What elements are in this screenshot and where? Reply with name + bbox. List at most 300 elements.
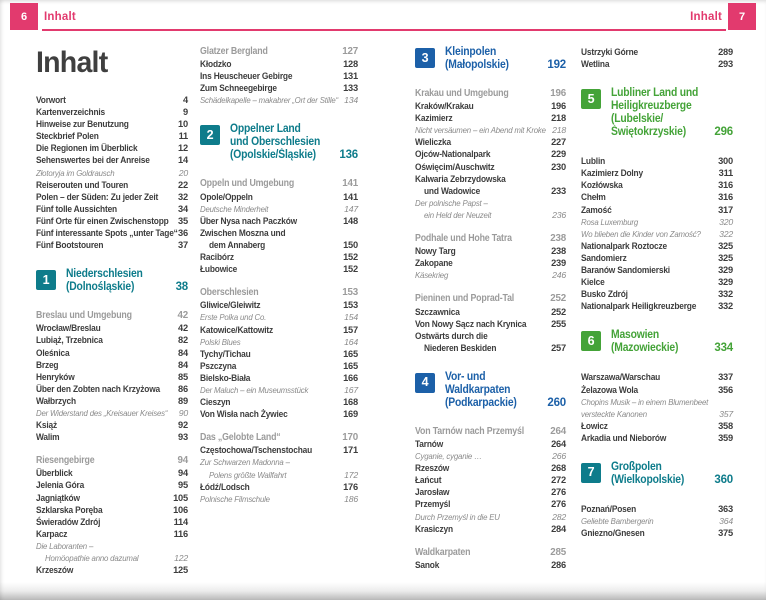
entry-label: Busko Zdrój [581, 289, 628, 300]
page-number: 32 [178, 191, 188, 202]
page-number: 127 [342, 46, 358, 57]
toc-entry-note [200, 311, 358, 323]
page-number: 154 [344, 312, 358, 323]
toc-entry [581, 300, 733, 312]
entry-line-2 [36, 552, 188, 564]
toc-entry-note [200, 94, 358, 106]
page-number: 252 [551, 306, 566, 317]
entry-line-1 [200, 227, 358, 239]
entry-label: Lublin [581, 156, 606, 167]
toc-entry-note [415, 511, 566, 523]
entry-label: Krzeszów [36, 565, 74, 576]
entry-label: Ostwärts durch die [415, 330, 488, 341]
entry-label: Sanok [415, 559, 440, 570]
entry-label: Szklarska Poręba [36, 504, 103, 515]
section-title-line [445, 371, 566, 384]
toc-group-heading [200, 178, 358, 190]
entry-label: Ins Heuscheuer Gebirge [200, 71, 293, 82]
section-title-line [445, 397, 566, 410]
entry-label: Chełm [581, 192, 606, 203]
running-header-right: Inhalt [690, 11, 722, 23]
page-number: 272 [551, 475, 566, 486]
page-number: 264 [550, 425, 566, 437]
page-number: 316 [718, 180, 733, 191]
entry-line-2 [415, 209, 566, 221]
toc-entry [36, 142, 188, 154]
entry-label: Fünf tolle Aussichten [36, 203, 117, 214]
page-number: 282 [552, 511, 566, 522]
page-number: 141 [343, 191, 358, 202]
toc-entry-note [200, 384, 358, 396]
toc-entry [36, 203, 188, 215]
entry-line-1 [581, 396, 733, 408]
page-number: 82 [178, 335, 188, 346]
entry-label: Ojców-Nationalpark [415, 149, 491, 160]
section-title-line [611, 342, 733, 355]
toc-entry [415, 462, 566, 474]
section-title-line [611, 329, 733, 342]
entry-label: Vorwort [36, 95, 66, 105]
entry-label: Zur Schwarzen Madonna – [200, 457, 290, 468]
page-number: 84 [178, 359, 188, 370]
page-number: 320 [719, 216, 733, 227]
toc-entry [36, 106, 188, 118]
toc-entry [36, 94, 188, 106]
toc-group-heading [415, 88, 566, 100]
entry-label: Przemyśl [415, 499, 451, 510]
page-number: 257 [551, 342, 566, 353]
entry-label: Wo blieben die Kinder von Zamość? [581, 228, 701, 239]
toc-entry-note [36, 407, 188, 419]
entry-label: Zum Schneegebirge [200, 83, 277, 94]
toc-entry [200, 324, 358, 336]
toc-entry [415, 318, 566, 330]
entry-label: Wieliczka [415, 137, 451, 148]
entry-label: Wetlina [581, 59, 610, 70]
entry-label: Käsekrieg [415, 270, 449, 281]
entry-label: Zamość [581, 204, 612, 215]
page-number: 4 [183, 95, 188, 105]
section-title-line [445, 384, 566, 397]
entry-label: Sandomierz [581, 252, 627, 263]
entry-label: Pszczyna [200, 360, 237, 371]
toc-entry-note [581, 216, 733, 228]
toc-entry [415, 161, 566, 173]
toc-entry [581, 384, 733, 396]
page-number: 12 [178, 143, 188, 154]
page-number: 166 [343, 372, 358, 383]
toc-entry [36, 467, 188, 479]
toc-entry [415, 559, 566, 571]
entry-label: Szczawnica [415, 306, 460, 317]
entry-label: Oberschlesien [200, 287, 259, 299]
toc-group-heading [36, 310, 188, 322]
toc-entry [415, 330, 566, 354]
page-number-badge-left: 6 [10, 3, 38, 30]
toc-entry [415, 245, 566, 257]
toc-entry [415, 257, 566, 269]
entry-label: Żelazowa Wola [581, 384, 639, 395]
entry-label: (Wielkopolskie) [611, 473, 685, 486]
toc-entry [200, 481, 358, 493]
entry-label: Krakau und Umgebung [415, 88, 509, 99]
entry-label: Polski Blues [200, 336, 241, 347]
toc-entry [415, 306, 566, 318]
entry-label: Das „Gelobte Land“ [200, 432, 281, 444]
entry-line-2 [415, 342, 566, 354]
toc-entry [415, 474, 566, 486]
page-number: 90 [178, 407, 188, 418]
toc-entry [581, 167, 733, 179]
toc-entry [36, 383, 188, 395]
page-number: 218 [552, 125, 566, 136]
toc-entry [581, 420, 733, 432]
entry-label: Polens größte Wallfahrt [209, 469, 287, 480]
toc-entry [36, 118, 188, 130]
toc-entry [36, 215, 188, 227]
section-number-badge: 7 [581, 463, 601, 483]
entry-label: dem Annaberg [209, 239, 266, 250]
page-number: 10 [178, 119, 188, 130]
section-title-line [445, 46, 566, 59]
page-number: 168 [343, 397, 358, 408]
entry-label: Erste Polka und Co. [200, 312, 267, 323]
page-number: 317 [718, 204, 733, 215]
entry-label: Die Regionen im Überblick [36, 143, 138, 154]
toc-section-heading [581, 461, 733, 487]
page-number: 172 [344, 469, 358, 480]
entry-line-1 [200, 456, 358, 468]
entry-label: Cieszyn [200, 397, 231, 408]
page-number: 357 [719, 408, 733, 419]
toc-section-heading [415, 46, 566, 72]
page-number: 167 [344, 384, 358, 395]
page-number: 316 [718, 192, 733, 203]
page-number: 14 [178, 155, 188, 166]
entry-label: Niederen Beskiden [424, 342, 497, 353]
page-number: 358 [718, 420, 733, 431]
entry-label: Pieninen und Poprad-Tal [415, 293, 515, 305]
page-number: 364 [719, 516, 733, 527]
toc-column-4 [581, 46, 733, 539]
toc-section-heading [581, 87, 733, 139]
toc-entry-note [581, 228, 733, 240]
toc-group-heading [415, 233, 566, 245]
entry-label: Der Widerstand des „Kreisauer Kreises“ [36, 407, 168, 418]
page-number: 128 [343, 59, 358, 70]
page-number: 289 [718, 47, 733, 57]
entry-label: Deutsche Minderheit [200, 203, 269, 214]
page-number: 116 [173, 528, 188, 539]
toc-column-3 [415, 46, 566, 571]
entry-label: Łańcut [415, 475, 442, 486]
page-number: 239 [551, 258, 566, 269]
entry-label: Świętokrzyskie) [611, 126, 686, 139]
page-number: 131 [343, 71, 358, 82]
toc-entry [581, 276, 733, 288]
entry-label: Katowice/Kattowitz [200, 324, 274, 335]
page-number: 325 [718, 252, 733, 263]
page-number: 22 [178, 179, 188, 190]
page-number: 356 [718, 384, 733, 395]
section-number-badge: 2 [200, 125, 220, 145]
toc-section-heading [36, 268, 188, 294]
entry-label: Opole/Oppeln [200, 191, 253, 202]
toc-entry [581, 432, 733, 444]
page-number: 165 [343, 360, 358, 371]
entry-label: Reiserouten und Touren [36, 179, 129, 190]
toc-entry [36, 479, 188, 491]
page-number: 38 [175, 281, 188, 294]
toc-entry [415, 136, 566, 148]
entry-label: Nicht versäumen – ein Abend mit Kroke [415, 125, 546, 136]
entry-label: Nowy Targ [415, 246, 456, 257]
toc-entry [36, 492, 188, 504]
page-number: 268 [551, 463, 566, 474]
page-number: 218 [551, 113, 566, 124]
toc-entry-note [581, 396, 733, 420]
entry-label: Oświęcim/Auschwitz [415, 161, 495, 172]
toc-entry [200, 444, 358, 456]
toc-entry-note [200, 493, 358, 505]
page-number: 169 [343, 409, 358, 420]
page-number: 114 [173, 516, 188, 527]
entry-label: Brzeg [36, 359, 59, 370]
toc-entry [36, 395, 188, 407]
entry-label: Über Nysa nach Paczków [200, 215, 297, 226]
entry-label: Der polnische Papst – [415, 197, 488, 208]
toc-entry [415, 486, 566, 498]
entry-line-1 [36, 540, 188, 552]
entry-label: Jelenia Góra [36, 480, 85, 491]
page-number: 329 [718, 277, 733, 288]
toc-entry-note [200, 456, 358, 480]
entry-label: Kleinpolen [445, 46, 497, 58]
page-number: 332 [718, 289, 733, 300]
section-title-line [611, 474, 733, 487]
entry-label: Rosa Luxemburg [581, 216, 639, 227]
entry-label: Łódź/Lodsch [200, 481, 250, 492]
page-number: 284 [551, 523, 566, 534]
page-number: 332 [718, 301, 733, 312]
toc-entry [200, 191, 358, 203]
entry-label: Nationalpark Roztocze [581, 240, 667, 251]
page-number: 236 [552, 209, 566, 220]
toc-entry [36, 516, 188, 528]
section-title-line [611, 87, 733, 100]
toc-title: Inhalt [36, 46, 108, 79]
entry-label: Der Maluch – ein Museumsstück [200, 384, 309, 395]
toc-entry [415, 173, 566, 197]
toc-group-heading [415, 547, 566, 559]
entry-label: Cyganie, cyganie … [415, 451, 482, 462]
entry-label: Podhale und Hohe Tatra [415, 233, 512, 245]
section-title-line [230, 149, 358, 162]
entry-label: Kazimierz [415, 113, 453, 124]
entry-label: (Opolskie/Śląskie) [230, 149, 316, 162]
toc-entry [200, 263, 358, 275]
running-header-left: Inhalt [44, 11, 76, 23]
page-number: 311 [718, 168, 733, 179]
entry-label: Von Nowy Sącz nach Krynica [415, 318, 527, 329]
entry-label: Sehenswertes bei der Anreise [36, 155, 150, 166]
toc-group-heading [36, 455, 188, 467]
toc-entry-note [415, 450, 566, 462]
page-number: 238 [551, 246, 566, 257]
page-number: 176 [343, 481, 358, 492]
toc-entry [581, 503, 733, 515]
entry-label: Oppeln und Umgebung [200, 178, 295, 190]
section-title-line [611, 461, 733, 474]
page-number: 35 [178, 215, 188, 226]
page-number: 42 [177, 310, 188, 322]
page-number: 276 [551, 499, 566, 510]
toc-entry-note [415, 269, 566, 281]
page-number: 36 [178, 228, 188, 239]
toc-entry [36, 154, 188, 166]
entry-label: Kartenverzeichnis [36, 107, 106, 118]
toc-entry [36, 347, 188, 359]
entry-line-2 [415, 185, 566, 197]
entry-label: Fünf interessante Spots „unter Tage“ [36, 228, 178, 239]
toc-entry [581, 46, 733, 58]
entry-label: Fünf Orte für einen Zwischenstopp [36, 215, 169, 226]
toc-entry [200, 215, 358, 227]
page-number: 334 [714, 342, 733, 355]
toc-entry [36, 322, 188, 334]
page-number: 252 [550, 293, 566, 305]
toc-entry-note [200, 336, 358, 348]
toc-entry-note [36, 167, 188, 179]
entry-label: (Dolnośląskie) [66, 281, 135, 294]
section-number-badge: 1 [36, 270, 56, 290]
toc-group-heading [415, 293, 566, 305]
entry-line-2 [581, 408, 733, 420]
toc-entry [36, 528, 188, 540]
toc-group-heading [415, 426, 566, 438]
entry-label: Schädelkapelle – makabrer „Ort der Stille“ [200, 95, 339, 106]
entry-label: Wałbrzych [36, 395, 76, 406]
entry-label: Durch Przemyśl in die EU [415, 511, 500, 522]
page-number: 106 [173, 504, 188, 515]
toc-entry [415, 148, 566, 160]
toc-section-heading [415, 371, 566, 410]
page-number: 246 [552, 270, 566, 281]
page-number: 233 [551, 185, 566, 196]
entry-label: und Wadowice [424, 185, 481, 196]
page-number: 134 [344, 95, 358, 106]
entry-label: Oppelner Land [230, 123, 301, 136]
toc-entry [36, 130, 188, 142]
page-number: 153 [343, 300, 358, 311]
entry-label: Tarnów [415, 438, 444, 449]
entry-label: Überblick [36, 468, 73, 479]
toc-entry [200, 58, 358, 70]
page-number: 227 [551, 137, 566, 148]
entry-label: Kielce [581, 277, 605, 288]
entry-label: Łowicz [581, 420, 608, 431]
toc-entry-note [200, 203, 358, 215]
entry-label: Glatzer Bergland [200, 46, 268, 57]
section-title-line [230, 136, 358, 149]
toc-entry [415, 112, 566, 124]
page-number: 95 [178, 480, 188, 491]
toc-entry [581, 252, 733, 264]
entry-label: Karpacz [36, 528, 68, 539]
page-number: 329 [718, 265, 733, 276]
page-number: 152 [343, 264, 358, 275]
page-number: 164 [344, 336, 358, 347]
toc-entry [36, 227, 188, 239]
section-title-line [611, 100, 733, 113]
toc-group-heading [200, 432, 358, 444]
entry-label: Krasiczyn [415, 523, 453, 534]
entry-label: Baranów Sandomierski [581, 265, 670, 276]
toc-column-2 [200, 46, 358, 505]
toc-entry [36, 191, 188, 203]
entry-label: Zakopane [415, 258, 453, 269]
toc-entry [581, 240, 733, 252]
page-number: 264 [551, 438, 566, 449]
page-number: 133 [343, 83, 358, 94]
page-number: 360 [714, 473, 733, 486]
toc-column-1 [36, 46, 188, 576]
section-number-badge: 5 [581, 89, 601, 109]
page-number: 37 [178, 240, 188, 251]
entry-label: Chopins Musik – in einem Blumenbeet [581, 396, 709, 407]
page-number: 89 [178, 395, 188, 406]
toc-entry [200, 299, 358, 311]
entry-line-1 [415, 330, 566, 342]
page-number: 105 [173, 492, 188, 503]
entry-line-2 [200, 239, 358, 251]
toc-section-heading [581, 329, 733, 355]
page-number: 255 [551, 318, 566, 329]
entry-label: Riesengebirge [36, 455, 95, 467]
toc-entry [200, 251, 358, 263]
entry-label: Walim [36, 432, 60, 443]
toc-entry [200, 408, 358, 420]
page-number: 322 [719, 228, 733, 239]
toc-entry [36, 359, 188, 371]
page-number: 86 [178, 383, 188, 394]
toc-entry [581, 191, 733, 203]
entry-label: Nationalpark Heiligkreuzberge [581, 301, 697, 312]
toc-entry [200, 227, 358, 251]
section-title-line [445, 59, 566, 72]
page-bottom-shadow [0, 582, 766, 600]
page-number: 186 [344, 493, 358, 504]
entry-label: Henryków [36, 371, 75, 382]
entry-label: Kalwaria Zebrzydowska [415, 173, 506, 184]
entry-label: Von Tarnów nach Przemyśl [415, 425, 525, 437]
page-number: 125 [173, 565, 188, 576]
section-title-line [66, 268, 188, 281]
page-number: 42 [178, 323, 188, 334]
entry-label: (Lubelskie/ [611, 113, 664, 126]
entry-label: Polnische Filmschule [200, 493, 270, 504]
toc-group-heading [200, 46, 358, 58]
entry-label: (Mazowieckie) [611, 342, 679, 355]
page-number: 20 [178, 167, 188, 178]
page-number: 92 [178, 420, 188, 431]
toc-entry [200, 348, 358, 360]
page-number-badge-right: 7 [728, 3, 756, 30]
entry-label: Ustrzyki Górne [581, 47, 639, 57]
page-number: 171 [343, 445, 358, 456]
entry-label: Racibórz [200, 252, 234, 263]
entry-label: ein Held der Neuzeit [424, 209, 492, 220]
